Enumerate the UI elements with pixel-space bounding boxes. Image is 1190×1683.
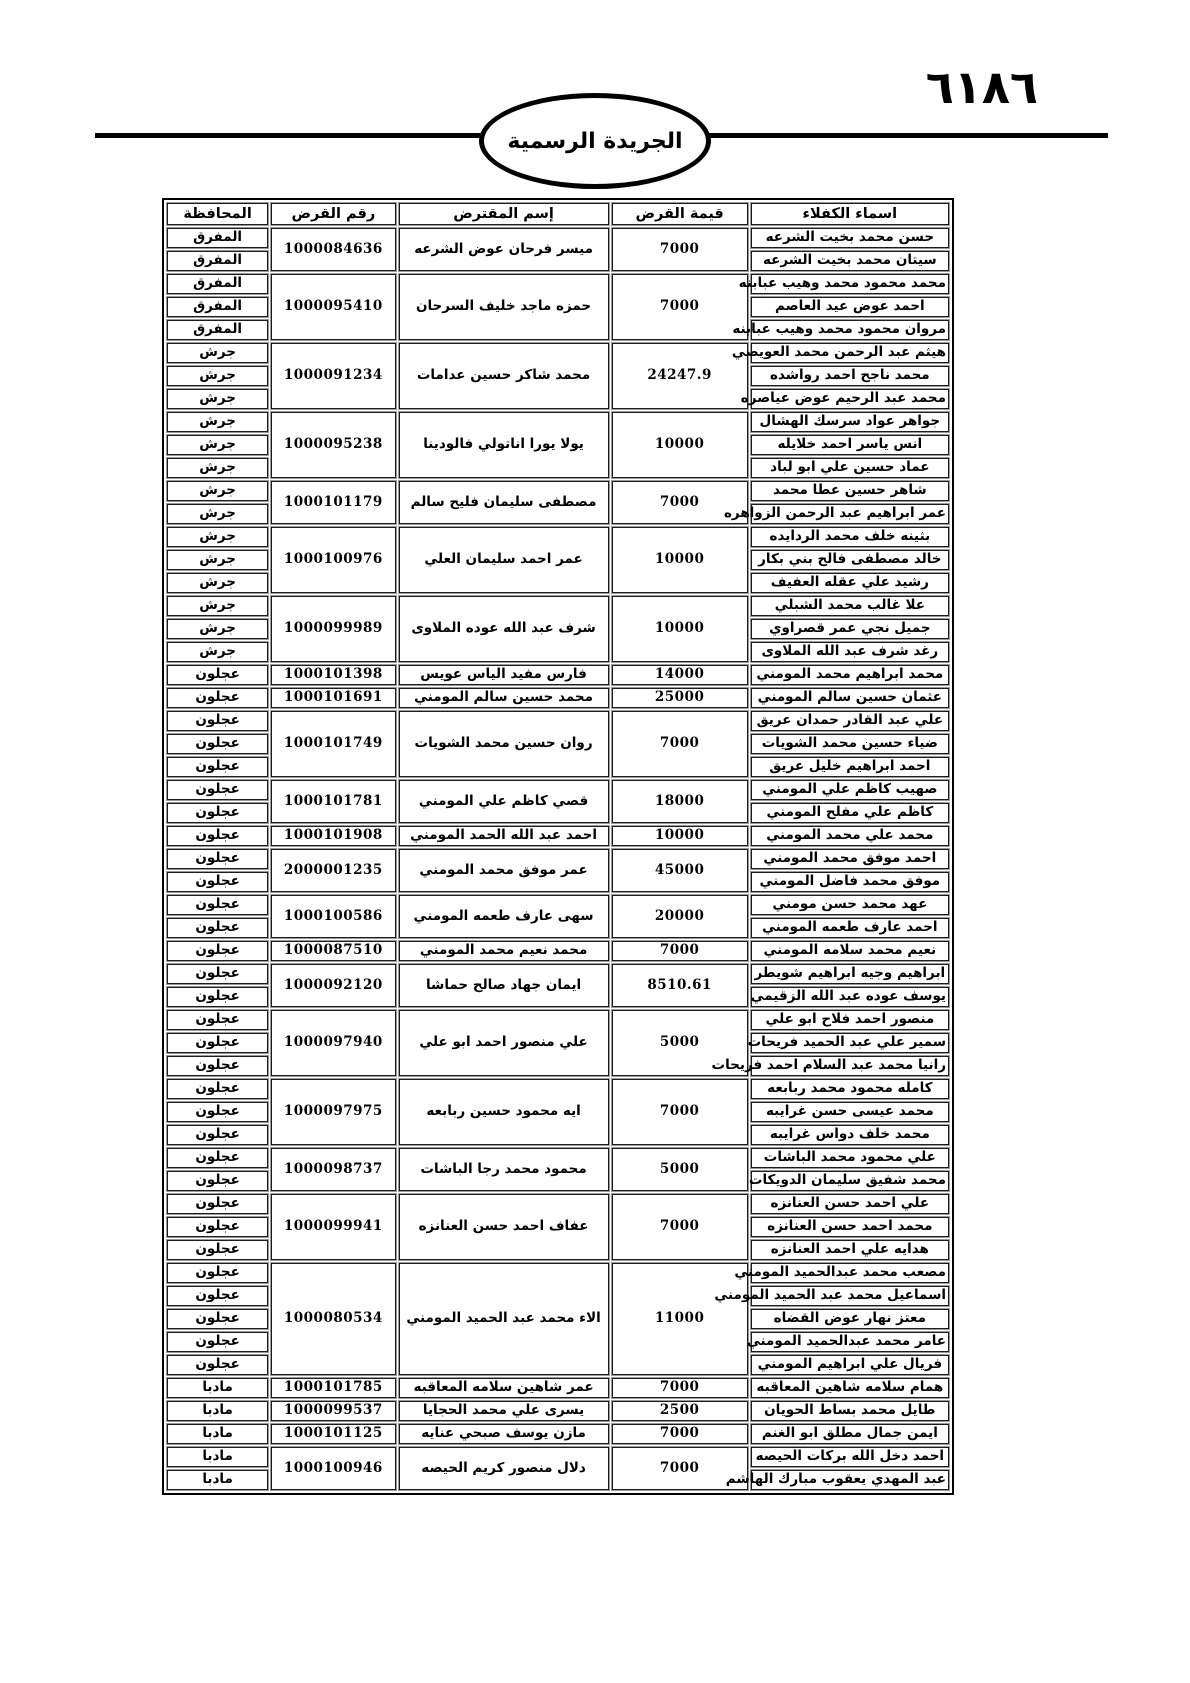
loan-value-cell: 7000 bbox=[612, 711, 748, 777]
loan-number-cell: 1000101908 bbox=[271, 826, 395, 846]
loan-number-cell: 1000101125 bbox=[271, 1424, 395, 1444]
table-header-row bbox=[167, 203, 949, 225]
borrower-name-cell: فارس مفيد الياس عويس bbox=[399, 665, 609, 685]
table-row bbox=[167, 228, 949, 248]
governorate-cell: مادبا bbox=[167, 1424, 268, 1444]
governorate-cell: عجلون bbox=[167, 1240, 268, 1260]
table-row bbox=[167, 1378, 949, 1398]
loans-table-wrap bbox=[162, 198, 954, 1495]
table-row bbox=[167, 665, 949, 685]
table-row bbox=[167, 688, 949, 708]
loan-value-cell: 7000 bbox=[612, 274, 748, 340]
governorate-cell: جرش bbox=[167, 550, 268, 570]
guarantor-name-cell: محمد عبد الرحيم عوض عياصره bbox=[751, 389, 949, 409]
loan-number-cell: 1000101785 bbox=[271, 1378, 395, 1398]
loan-number-cell: 1000100976 bbox=[271, 527, 395, 593]
guarantor-name-cell: رشيد علي عقله العفيف bbox=[751, 573, 949, 593]
loan-number-cell: 1000098737 bbox=[271, 1148, 395, 1191]
guarantor-name-cell: هيثم عبد الرحمن محمد العويصي bbox=[751, 343, 949, 363]
borrower-name-cell: عمر موفق محمد المومني bbox=[399, 849, 609, 892]
guarantor-name-cell: محمد خلف دواس غرايبه bbox=[751, 1125, 949, 1145]
guarantor-name-cell: طايل محمد بساط الحويان bbox=[751, 1401, 949, 1421]
governorate-cell: عجلون bbox=[167, 918, 268, 938]
guarantor-name-cell: منصور احمد فلاح ابو علي bbox=[751, 1010, 949, 1030]
table-row bbox=[167, 1010, 949, 1030]
borrower-name-cell: محمود محمد رجا الباشات bbox=[399, 1148, 609, 1191]
page-number: ٦١٨٦ bbox=[925, 60, 1038, 114]
governorate-cell: جرش bbox=[167, 458, 268, 478]
loan-value-cell: 7000 bbox=[612, 1194, 748, 1260]
loan-value-cell: 5000 bbox=[612, 1148, 748, 1191]
gazette-oval bbox=[479, 93, 711, 189]
guarantor-name-cell: جواهر عواد سرسك الهشال bbox=[751, 412, 949, 432]
table-row bbox=[167, 596, 949, 616]
governorate-cell: عجلون bbox=[167, 1148, 268, 1168]
loan-value-cell: 24247.9 bbox=[612, 343, 748, 409]
borrower-name-cell: عفاف احمد حسن العنانزه bbox=[399, 1194, 609, 1260]
guarantor-name-cell: حسن محمد بخيت الشرعه bbox=[751, 228, 949, 248]
guarantor-name-cell: احمد عوض عيد العاصم bbox=[751, 297, 949, 317]
borrower-name-cell: عمر احمد سليمان العلي bbox=[399, 527, 609, 593]
table-row bbox=[167, 1194, 949, 1214]
guarantor-name-cell: علي احمد حسن العنانزه bbox=[751, 1194, 949, 1214]
table-row bbox=[167, 849, 949, 869]
table-row bbox=[167, 1401, 949, 1421]
borrower-name-cell: محمد شاكر حسين عدامات bbox=[399, 343, 609, 409]
loans-table-body bbox=[167, 228, 949, 1490]
guarantor-name-cell: موفق محمد فاضل المومني bbox=[751, 872, 949, 892]
borrower-name-cell: يسرى علي محمد الحجايا bbox=[399, 1401, 609, 1421]
guarantor-name-cell: اسماعيل محمد عبد الحميد المومني bbox=[751, 1286, 949, 1306]
loan-number-cell: 1000097975 bbox=[271, 1079, 395, 1145]
governorate-cell: جرش bbox=[167, 481, 268, 501]
guarantor-name-cell: عامر محمد عبدالحميد المومني bbox=[751, 1332, 949, 1352]
governorate-cell: عجلون bbox=[167, 1309, 268, 1329]
governorate-cell: عجلون bbox=[167, 895, 268, 915]
governorate-cell: المفرق bbox=[167, 228, 268, 248]
governorate-cell: عجلون bbox=[167, 964, 268, 984]
guarantor-name-cell: احمد ابراهيم خليل عريق bbox=[751, 757, 949, 777]
governorate-cell: جرش bbox=[167, 596, 268, 616]
guarantor-name-cell: مروان محمود محمد وهيب عبابنه bbox=[751, 320, 949, 340]
guarantor-name-cell: عماد حسين علي ابو لباد bbox=[751, 458, 949, 478]
guarantor-name-cell: يوسف عوده عبد الله الزقيمي bbox=[751, 987, 949, 1007]
guarantor-name-cell: نعيم محمد سلامه المومني bbox=[751, 941, 949, 961]
table-row bbox=[167, 481, 949, 501]
loan-number-cell: 2000001235 bbox=[271, 849, 395, 892]
borrower-name-cell: عمر شاهين سلامه المعاقبه bbox=[399, 1378, 609, 1398]
loan-number-cell: 1000087510 bbox=[271, 941, 395, 961]
guarantor-name-cell: محمد علي محمد المومني bbox=[751, 826, 949, 846]
guarantor-name-cell: معتز نهار عوض القضاه bbox=[751, 1309, 949, 1329]
guarantor-name-cell: جميل نجي عمر قصراوي bbox=[751, 619, 949, 639]
guarantor-name-cell: شاهر حسين عطا محمد bbox=[751, 481, 949, 501]
borrower-name-cell: سهى عارف طعمه المومني bbox=[399, 895, 609, 938]
loan-value-cell: 10000 bbox=[612, 826, 748, 846]
governorate-cell: جرش bbox=[167, 619, 268, 639]
borrower-name-cell: شرف عبد الله عوده الملاوى bbox=[399, 596, 609, 662]
loan-value-cell: 18000 bbox=[612, 780, 748, 823]
table-row bbox=[167, 1079, 949, 1099]
governorate-cell: جرش bbox=[167, 435, 268, 455]
borrower-name-cell: ايه محمود حسين ربابعه bbox=[399, 1079, 609, 1145]
loan-value-cell: 10000 bbox=[612, 596, 748, 662]
borrower-name-cell: مصطفى سليمان فليح سالم bbox=[399, 481, 609, 524]
governorate-cell: جرش bbox=[167, 366, 268, 386]
guarantor-name-cell: احمد دخل الله بركات الحيصه bbox=[751, 1447, 949, 1467]
loan-number-cell: 1000095410 bbox=[271, 274, 395, 340]
governorate-cell: المفرق bbox=[167, 251, 268, 271]
table-row bbox=[167, 274, 949, 294]
governorate-cell: عجلون bbox=[167, 1033, 268, 1053]
governorate-cell: مادبا bbox=[167, 1401, 268, 1421]
loan-number-cell: 1000101749 bbox=[271, 711, 395, 777]
governorate-cell: مادبا bbox=[167, 1447, 268, 1467]
borrower-name-cell: علي منصور احمد ابو علي bbox=[399, 1010, 609, 1076]
governorate-cell: عجلون bbox=[167, 1332, 268, 1352]
borrower-name-cell: ايمان جهاد صالح حماشا bbox=[399, 964, 609, 1007]
loan-number-cell: 1000091234 bbox=[271, 343, 395, 409]
governorate-cell: مادبا bbox=[167, 1378, 268, 1398]
governorate-cell: عجلون bbox=[167, 780, 268, 800]
governorate-cell: المفرق bbox=[167, 297, 268, 317]
guarantor-name-cell: علي عبد القادر حمدان عريق bbox=[751, 711, 949, 731]
governorate-cell: جرش bbox=[167, 527, 268, 547]
loan-number-cell: 1000099941 bbox=[271, 1194, 395, 1260]
guarantor-name-cell: كامله محمود محمد ربابعه bbox=[751, 1079, 949, 1099]
loan-value-cell: 7000 bbox=[612, 1079, 748, 1145]
guarantor-name-cell: مصعب محمد عبدالحميد المومني bbox=[751, 1263, 949, 1283]
loan-number-cell: 1000100586 bbox=[271, 895, 395, 938]
borrower-name-cell: يولا يورا اناتولي فالودينا bbox=[399, 412, 609, 478]
table-row bbox=[167, 527, 949, 547]
guarantor-name-cell: هدايه علي احمد العنانزه bbox=[751, 1240, 949, 1260]
guarantor-name-cell: محمد ابراهيم محمد المومني bbox=[751, 665, 949, 685]
guarantor-name-cell: محمد ناجح احمد رواشده bbox=[751, 366, 949, 386]
table-row bbox=[167, 826, 949, 846]
table-row bbox=[167, 964, 949, 984]
guarantor-name-cell: عهد محمد حسن مومني bbox=[751, 895, 949, 915]
loan-value-cell: 7000 bbox=[612, 228, 748, 271]
loan-number-cell: 1000080534 bbox=[271, 1263, 395, 1375]
loan-value-cell: 10000 bbox=[612, 527, 748, 593]
table-row bbox=[167, 1447, 949, 1467]
guarantor-name-cell: علا غالب محمد الشبلي bbox=[751, 596, 949, 616]
borrower-name-cell: احمد عبد الله الحمد المومني bbox=[399, 826, 609, 846]
table-row bbox=[167, 780, 949, 800]
borrower-name-cell: مازن يوسف صبحي عنايه bbox=[399, 1424, 609, 1444]
loan-number-cell: 1000101179 bbox=[271, 481, 395, 524]
loan-value-cell: 7000 bbox=[612, 1378, 748, 1398]
governorate-cell: عجلون bbox=[167, 1125, 268, 1145]
table-row bbox=[167, 343, 949, 363]
guarantor-name-cell: محمد محمود محمد وهيب عبابنه bbox=[751, 274, 949, 294]
loan-value-cell: 2500 bbox=[612, 1401, 748, 1421]
borrower-name-cell: محمد حسين سالم المومني bbox=[399, 688, 609, 708]
loan-value-cell: 7000 bbox=[612, 1447, 748, 1490]
governorate-cell: عجلون bbox=[167, 872, 268, 892]
guarantor-name-cell: بثينه خلف محمد الردايده bbox=[751, 527, 949, 547]
guarantor-name-cell: محمد شفيق سليمان الدويكات bbox=[751, 1171, 949, 1191]
borrower-name-cell: قصي كاظم علي المومني bbox=[399, 780, 609, 823]
loan-value-cell: 7000 bbox=[612, 481, 748, 524]
governorate-cell: عجلون bbox=[167, 711, 268, 731]
governorate-cell: عجلون bbox=[167, 1194, 268, 1214]
borrower-name-cell: دلال منصور كريم الحيصه bbox=[399, 1447, 609, 1490]
table-row bbox=[167, 1148, 949, 1168]
governorate-cell: المفرق bbox=[167, 320, 268, 340]
governorate-cell: عجلون bbox=[167, 734, 268, 754]
loan-number-cell: 1000101398 bbox=[271, 665, 395, 685]
loan-number-cell: 1000084636 bbox=[271, 228, 395, 271]
loan-value-cell: 5000 bbox=[612, 1010, 748, 1076]
loan-number-cell: 1000095238 bbox=[271, 412, 395, 478]
guarantor-name-cell: محمد عيسى حسن غرايبه bbox=[751, 1102, 949, 1122]
governorate-cell: عجلون bbox=[167, 1171, 268, 1191]
governorate-cell: عجلون bbox=[167, 987, 268, 1007]
loan-value-cell: 25000 bbox=[612, 688, 748, 708]
guarantor-name-cell: ضياء حسين محمد الشويات bbox=[751, 734, 949, 754]
guarantor-name-cell: عثمان حسين سالم المومني bbox=[751, 688, 949, 708]
governorate-cell: جرش bbox=[167, 504, 268, 524]
loan-number-cell: 1000099989 bbox=[271, 596, 395, 662]
loan-value-cell: 8510.61 bbox=[612, 964, 748, 1007]
guarantor-name-cell: سيتان محمد بخيت الشرعه bbox=[751, 251, 949, 271]
loan-value-cell: 20000 bbox=[612, 895, 748, 938]
governorate-cell: عجلون bbox=[167, 1056, 268, 1076]
governorate-cell: مادبا bbox=[167, 1470, 268, 1490]
column-header-borrower: إسم المقترض bbox=[399, 203, 609, 225]
governorate-cell: عجلون bbox=[167, 1263, 268, 1283]
gazette-title: الجريدة الرسمية bbox=[507, 128, 683, 154]
loan-number-cell: 1000099537 bbox=[271, 1401, 395, 1421]
loan-number-cell: 1000101781 bbox=[271, 780, 395, 823]
governorate-cell: المفرق bbox=[167, 274, 268, 294]
governorate-cell: عجلون bbox=[167, 1010, 268, 1030]
guarantor-name-cell: ابراهيم وجيه ابراهيم شويطر bbox=[751, 964, 949, 984]
governorate-cell: جرش bbox=[167, 573, 268, 593]
loan-value-cell: 11000 bbox=[612, 1263, 748, 1375]
borrower-name-cell: روان حسين محمد الشويات bbox=[399, 711, 609, 777]
guarantor-name-cell: احمد عارف طعمه المومني bbox=[751, 918, 949, 938]
governorate-cell: عجلون bbox=[167, 1217, 268, 1237]
loans-table bbox=[162, 198, 954, 1495]
loan-value-cell: 7000 bbox=[612, 1424, 748, 1444]
guarantor-name-cell: كاظم علي مفلح المومني bbox=[751, 803, 949, 823]
guarantor-name-cell: همام سلامه شاهين المعاقبه bbox=[751, 1378, 949, 1398]
borrower-name-cell: حمزه ماجد خليف السرحان bbox=[399, 274, 609, 340]
guarantor-name-cell: رانيا محمد عبد السلام احمد فريحات bbox=[751, 1056, 949, 1076]
guarantor-name-cell: احمد موفق محمد المومني bbox=[751, 849, 949, 869]
borrower-name-cell: الاء محمد عبد الحميد المومني bbox=[399, 1263, 609, 1375]
loan-number-cell: 1000100946 bbox=[271, 1447, 395, 1490]
borrower-name-cell: محمد نعيم محمد المومني bbox=[399, 941, 609, 961]
guarantor-name-cell: انس ياسر احمد خلايله bbox=[751, 435, 949, 455]
guarantor-name-cell: علي محمود محمد الباشات bbox=[751, 1148, 949, 1168]
governorate-cell: عجلون bbox=[167, 941, 268, 961]
governorate-cell: عجلون bbox=[167, 757, 268, 777]
guarantor-name-cell: سمير علي عبد الحميد فريحات bbox=[751, 1033, 949, 1053]
loan-value-cell: 45000 bbox=[612, 849, 748, 892]
table-row bbox=[167, 1424, 949, 1444]
table-row bbox=[167, 412, 949, 432]
governorate-cell: جرش bbox=[167, 412, 268, 432]
loan-value-cell: 10000 bbox=[612, 412, 748, 478]
loan-value-cell: 7000 bbox=[612, 941, 748, 961]
governorate-cell: جرش bbox=[167, 389, 268, 409]
governorate-cell: عجلون bbox=[167, 1079, 268, 1099]
table-row bbox=[167, 711, 949, 731]
loan-value-cell: 14000 bbox=[612, 665, 748, 685]
table-row bbox=[167, 941, 949, 961]
governorate-cell: جرش bbox=[167, 642, 268, 662]
column-header-loan-number: رقم القرض bbox=[271, 203, 395, 225]
governorate-cell: عجلون bbox=[167, 803, 268, 823]
governorate-cell: عجلون bbox=[167, 1286, 268, 1306]
table-row bbox=[167, 895, 949, 915]
guarantor-name-cell: خالد مصطفى فالح بني بكار bbox=[751, 550, 949, 570]
column-header-guarantors: اسماء الكفلاء bbox=[751, 203, 949, 225]
guarantor-name-cell: رغد شرف عبد الله الملاوى bbox=[751, 642, 949, 662]
borrower-name-cell: ميسر فرحان عوض الشرعه bbox=[399, 228, 609, 271]
governorate-cell: عجلون bbox=[167, 849, 268, 869]
governorate-cell: عجلون bbox=[167, 665, 268, 685]
guarantor-name-cell: محمد احمد حسن العنانزه bbox=[751, 1217, 949, 1237]
guarantor-name-cell: فريال علي ابراهيم المومني bbox=[751, 1355, 949, 1375]
column-header-governorate: المحافظة bbox=[167, 203, 268, 225]
governorate-cell: عجلون bbox=[167, 1355, 268, 1375]
loan-number-cell: 1000097940 bbox=[271, 1010, 395, 1076]
governorate-cell: عجلون bbox=[167, 688, 268, 708]
guarantor-name-cell: عبد المهدي يعقوب مبارك الهاشم bbox=[751, 1470, 949, 1490]
loan-number-cell: 1000092120 bbox=[271, 964, 395, 1007]
table-row bbox=[167, 1263, 949, 1283]
column-header-loan-value: قيمة القرض bbox=[612, 203, 748, 225]
governorate-cell: جرش bbox=[167, 343, 268, 363]
governorate-cell: عجلون bbox=[167, 826, 268, 846]
loan-number-cell: 1000101691 bbox=[271, 688, 395, 708]
guarantor-name-cell: صهيب كاظم علي المومني bbox=[751, 780, 949, 800]
governorate-cell: عجلون bbox=[167, 1102, 268, 1122]
guarantor-name-cell: عمر ابراهيم عبد الرحمن الزواهره bbox=[751, 504, 949, 524]
guarantor-name-cell: ايمن جمال مطلق ابو الغنم bbox=[751, 1424, 949, 1444]
